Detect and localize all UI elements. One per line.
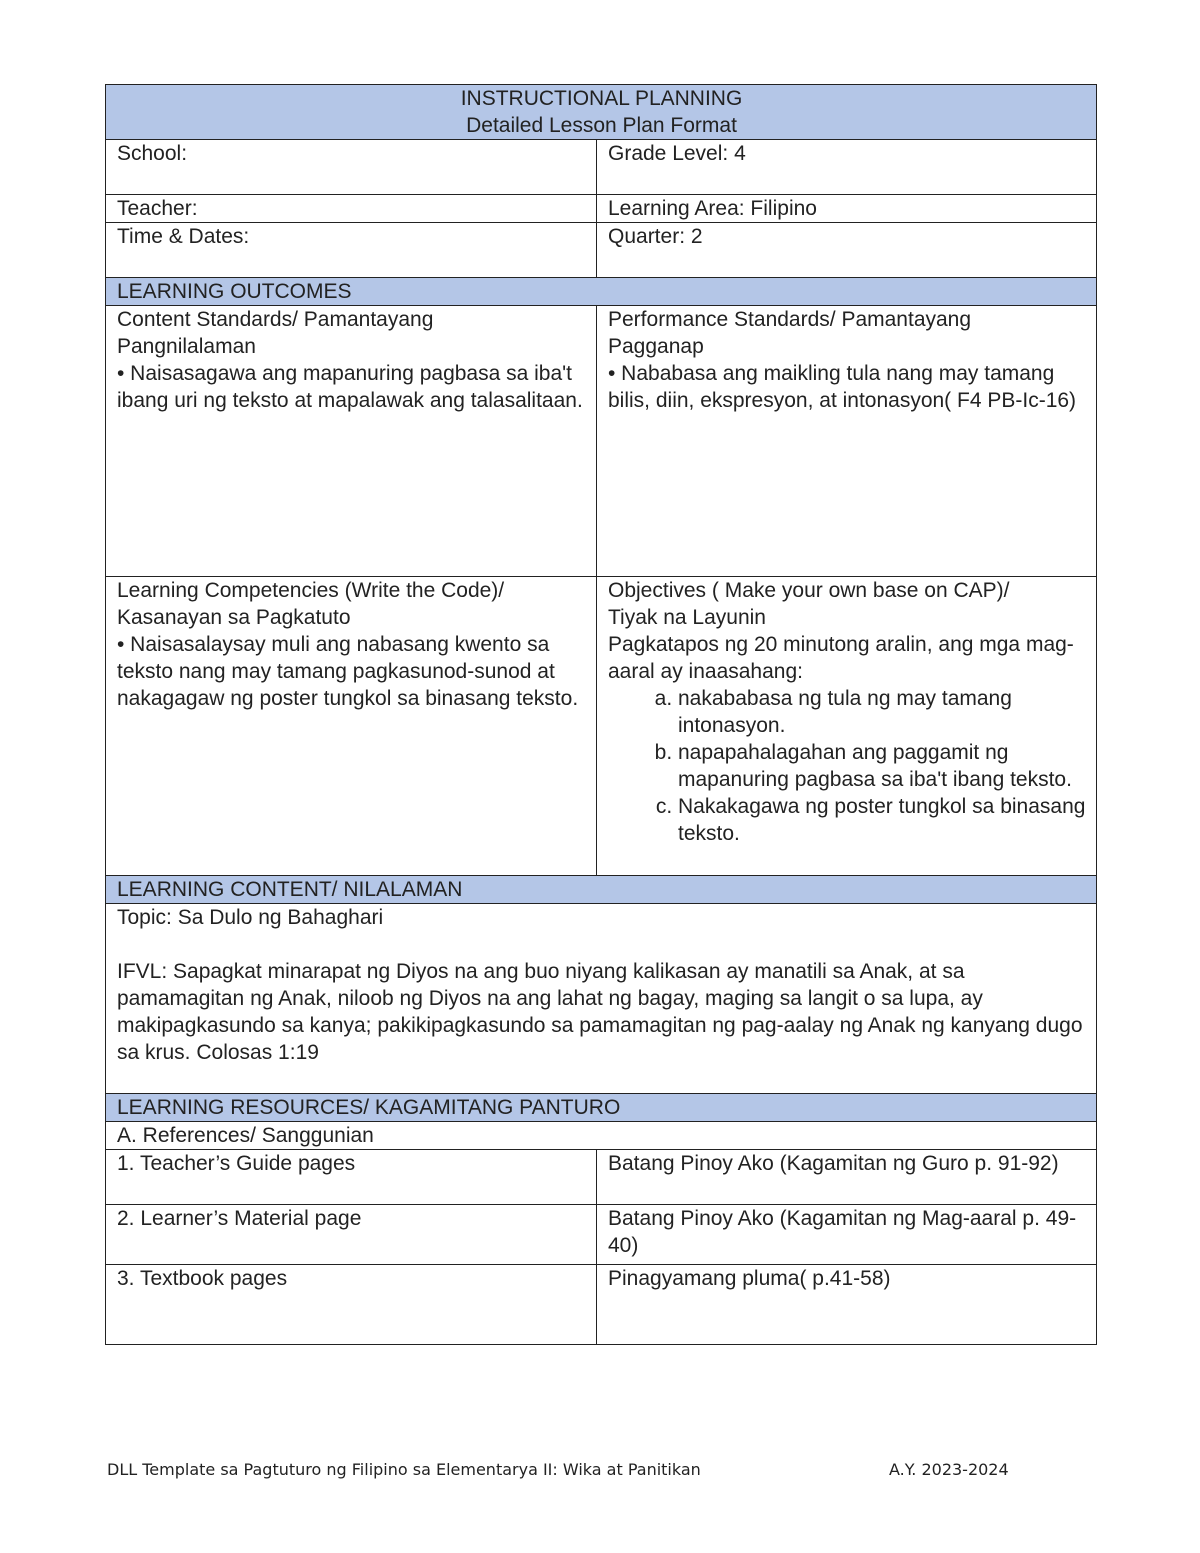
school-field[interactable]: School: [106,140,597,195]
competencies-row [106,577,1097,876]
content-standards-text: • Naisasagawa ang mapanuring pagbasa sa iba't ibang uri ng teksto at mapalawak ang talasalitaan. [117,362,583,412]
learning-content-row [106,904,1097,1094]
content-standards-label: Content Standards/ Pamantayang [117,308,434,331]
resource-value[interactable]: Pinagyamang pluma( p.41-58) [597,1265,1097,1345]
quarter-field[interactable]: Quarter: 2 [597,223,1097,278]
topic-text: Topic: Sa Dulo ng Bahaghari [117,906,384,929]
competencies-label-2: Kasanayan sa Pagkatuto [117,606,351,629]
lesson-plan-table [105,84,1097,1345]
objective-item: a. nakababasa ng tula ng may tamang intonasyon. [678,685,1086,739]
resource-value[interactable]: Batang Pinoy Ako (Kagamitan ng Guro p. 91-92) [597,1150,1097,1205]
performance-standards-label-2: Pagganap [608,335,704,358]
school-row [106,140,1097,195]
objective-item: c. Nakakagawa ng poster tungkol sa binasang teksto. [678,793,1086,847]
blank-line [117,931,1086,958]
time-row [106,223,1097,278]
competencies-label: Learning Competencies (Write the Code)/ [117,579,505,602]
resource-value[interactable]: Batang Pinoy Ako (Kagamitan ng Mag-aaral p. 49-40) [597,1205,1097,1265]
standards-row [106,306,1097,577]
learning-content-header-row [106,876,1097,904]
competencies-cell[interactable] [106,577,597,876]
objectives-label-2: Tiyak na Layunin [608,606,766,629]
resource-label: 2. Learner’s Material page [106,1205,597,1265]
plan-subtitle: Detailed Lesson Plan Format [466,114,737,137]
resource-row-learners-material [106,1205,1097,1265]
competencies-text: • Naisasalaysay muli ang nabasang kwento sa teksto nang may tamang pagkasunod-sunod at nakagagaw ng poster tungkol sa binasang teksto. [117,633,579,710]
grade-level-field[interactable]: Grade Level: 4 [597,140,1097,195]
resource-row-textbook [106,1265,1097,1345]
resource-label: 3. Textbook pages [106,1265,597,1345]
time-dates-field[interactable]: Time & Dates: [106,223,597,278]
plan-title: INSTRUCTIONAL PLANNING [460,87,743,110]
learning-resources-header-row [106,1094,1097,1122]
learning-outcomes-header-row [106,278,1097,306]
performance-standards-text: • Nababasa ang maikling tula nang may tamang bilis, diin, ekspresyon, at intonasyon( F4 PB-Ic-16) [608,362,1077,412]
objectives-list [608,685,1086,847]
ifvl-text: IFVL: Sapagkat minarapat ng Diyos na ang buo niyang kalikasan ay manatili sa Anak, at sa pamamagitan ng Anak, niloob ng Diyos na ang lahat ng bagay, maging sa langit o sa lupa, ay makipagkasundo sa kanya; pakikipagkasundo sa pamamagitan ng pag-aalay ng Anak ng kanyang dugo sa krus. Colosas 1:19 [117,960,1083,1064]
resource-row-teachers-guide [106,1150,1097,1205]
learning-area-field[interactable]: Learning Area: Filipino [597,195,1097,223]
resource-label: 1. Teacher’s Guide pages [106,1150,597,1205]
content-standards-label-2: Pangnilalaman [117,335,256,358]
objective-item: b. napapahalagahan ang paggamit ng mapanuring pagbasa sa iba't ibang teksto. [678,739,1086,793]
teacher-row [106,195,1097,223]
learning-content-heading: LEARNING CONTENT/ NILALAMAN [106,876,1097,904]
performance-standards-label: Performance Standards/ Pamantayang [608,308,972,331]
teacher-field[interactable]: Teacher: [106,195,597,223]
footer-academic-year: A.Y. 2023-2024 [889,1460,1009,1479]
performance-standards-cell[interactable] [597,306,1097,577]
learning-resources-heading: LEARNING RESOURCES/ KAGAMITANG PANTURO [106,1094,1097,1122]
objectives-label: Objectives ( Make your own base on CAP)/ [608,579,1010,602]
objectives-cell[interactable] [597,577,1097,876]
learning-outcomes-heading: LEARNING OUTCOMES [106,278,1097,306]
references-label: A. References/ Sanggunian [106,1122,1097,1150]
title-row [106,85,1097,140]
plan-title-cell [106,85,1097,140]
learning-content-cell[interactable] [106,904,1097,1094]
references-row [106,1122,1097,1150]
footer-title: DLL Template sa Pagtuturo ng Filipino sa Elementarya II: Wika at Panitikan [107,1460,701,1479]
content-standards-cell[interactable] [106,306,597,577]
objectives-intro: Pagkatapos ng 20 minutong aralin, ang mga mag-aaral ay inaasahang: [608,633,1074,683]
